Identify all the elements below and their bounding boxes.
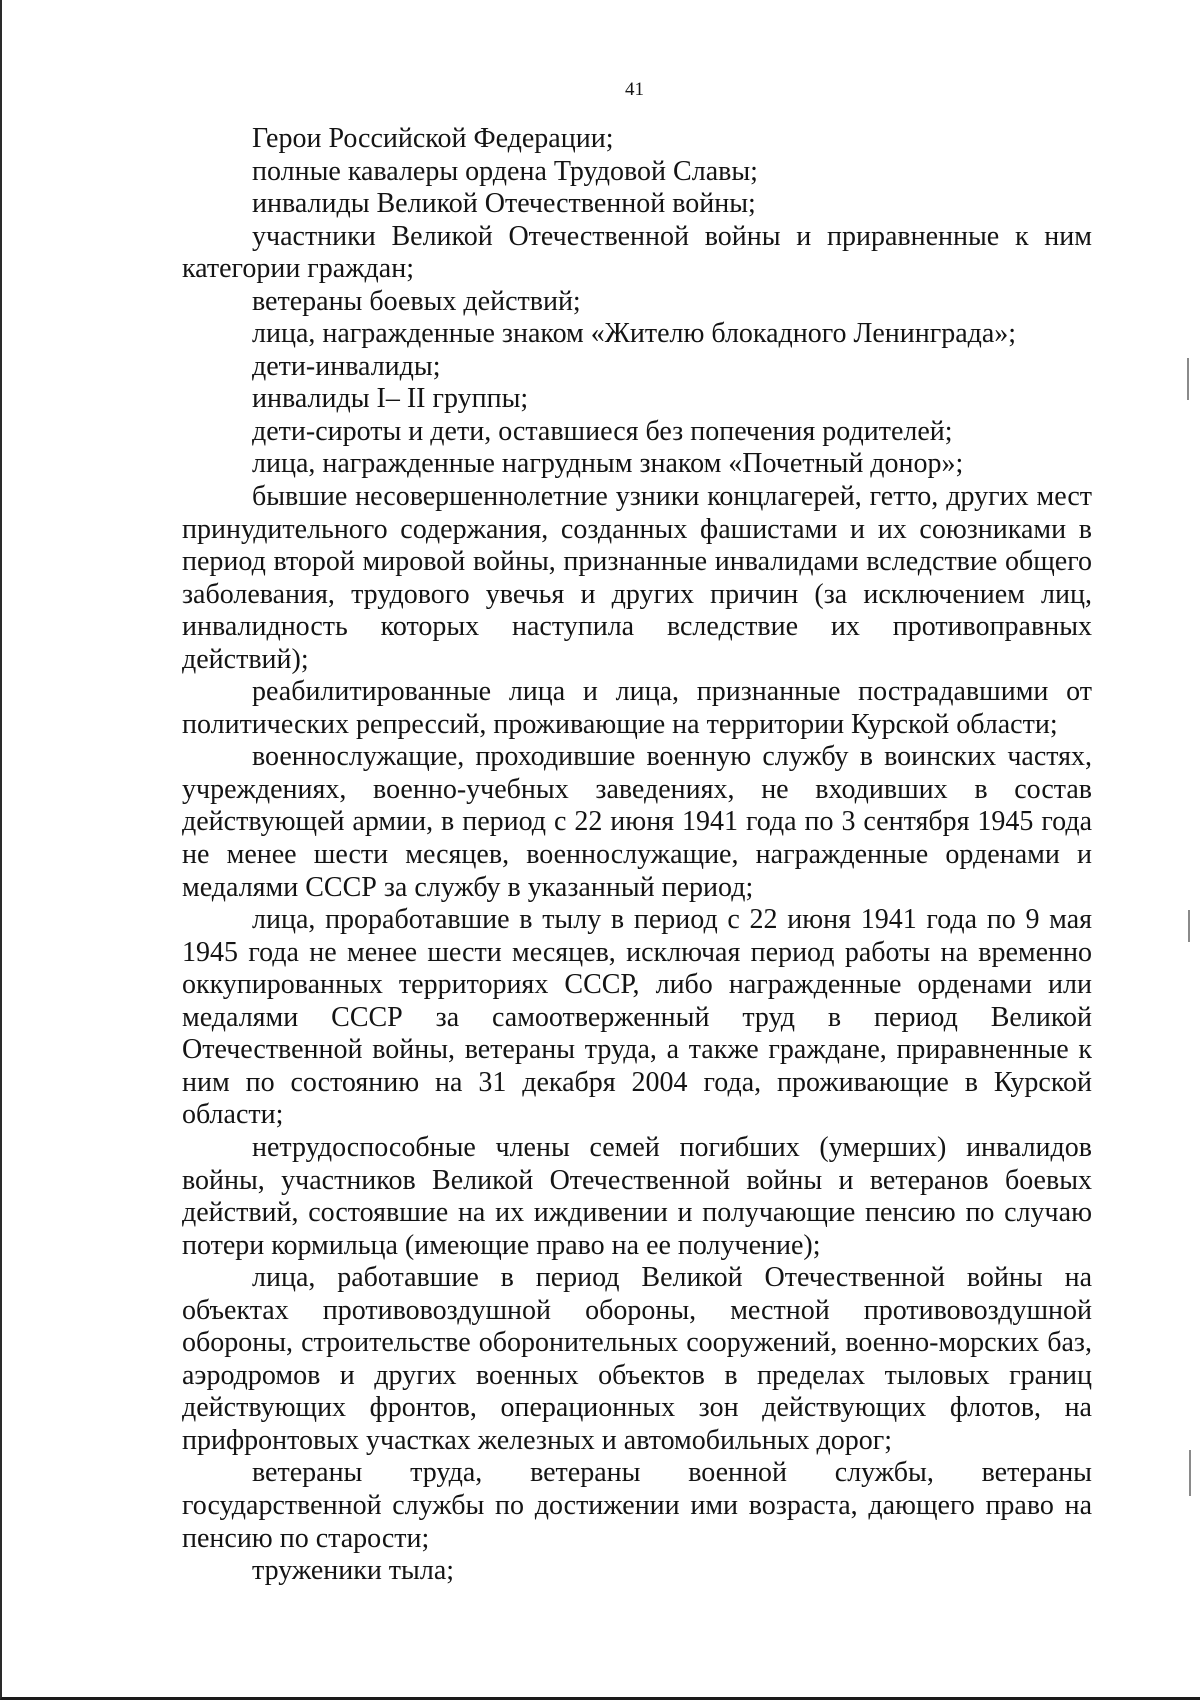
- list-item: участники Великой Отечественной войны и приравненные к ним категории граждан;: [182, 220, 1092, 285]
- list-item: Герои Российской Федерации;: [252, 123, 614, 154]
- list-item: инвалиды Великой Отечественной войны;: [252, 188, 756, 220]
- list-item: дети-сироты и дети, оставшиеся без попечения родителей;: [252, 415, 953, 447]
- list-item: лица, награжденные знаком «Жителю блокадного Ленинграда»;: [252, 318, 1017, 350]
- list-item: труженики тыла;: [252, 1555, 455, 1587]
- list-item: ветераны боевых действий;: [252, 285, 581, 317]
- list-item: лица, работавшие в период Великой Отечественной войны на объектах противовоздушной обороны, местной противовоздушной обороны, строительстве оборонительных сооружений, военно-морских баз, аэродромов и других военных объектов в пределах тыловых границ действующих фронтов, операционных зон действующих флотов, на прифронтовых участках железных и автомобильных дорог;: [182, 1262, 1092, 1456]
- scan-artifact: [1189, 1450, 1191, 1496]
- list-item: полные кавалеры ордена Трудовой Славы;: [252, 155, 758, 187]
- list-item: лица, награжденные нагрудным знаком «Почетный донор»;: [252, 448, 964, 480]
- list-item: лица, проработавшие в тылу в период с 22 июня 1941 года по 9 мая 1945 года не менее шести месяцев, исключая период работы на временно оккупированных территориях СССР, либо награжденные орденами или медалями СССР за самоотверженный труд в период Великой Отечественной войны, ветераны труда, а также граждане, приравненные к ним по состоянию на 31 декабря 2004 года, проживающие в Курской области;: [182, 904, 1092, 1131]
- list-item: реабилитированные лица и лица, признанные пострадавшими от политических репрессий, проживающие на территории Курской области;: [182, 676, 1092, 740]
- page-number: 41: [625, 79, 644, 100]
- list-item: нетрудоспособные члены семей погибших (умерших) инвалидов войны, участников Великой Отечественной войны и ветеранов боевых действий, состоявшие на их иждивении и получающие пенсию по случаю потери кормильца (имеющие право на ее получение);: [182, 1131, 1092, 1261]
- list-item: бывшие несовершеннолетние узники концлагерей, гетто, других мест принудительного содержания, созданных фашистами и их союзниками в период второй мировой войны, признанные инвалидами вследствие общего заболевания, трудового увечья и других причин (за исключением лиц, инвалидность которых наступила вследствие их противоправных действий);: [182, 481, 1092, 675]
- list-item: инвалиды I– II группы;: [252, 383, 529, 415]
- list-item: военнослужащие, проходившие военную службу в воинских частях, учреждениях, военно-учебных заведениях, не входивших в состав действующей армии, в период с 22 июня 1941 года по 3 сентября 1945 года не менее шести месяцев, военнослужащие, награжденные орденами и медалями СССР за службу в указанный период;: [182, 741, 1092, 903]
- document-body: [182, 123, 1092, 1588]
- list-item: дети-инвалиды;: [252, 350, 441, 382]
- scan-artifact: [1188, 910, 1190, 942]
- scan-artifact: [1187, 358, 1189, 400]
- list-item: ветераны труда, ветераны военной службы, ветераны государственной службы по достижении ими возраста, дающего право на пенсию по старости;: [182, 1457, 1092, 1554]
